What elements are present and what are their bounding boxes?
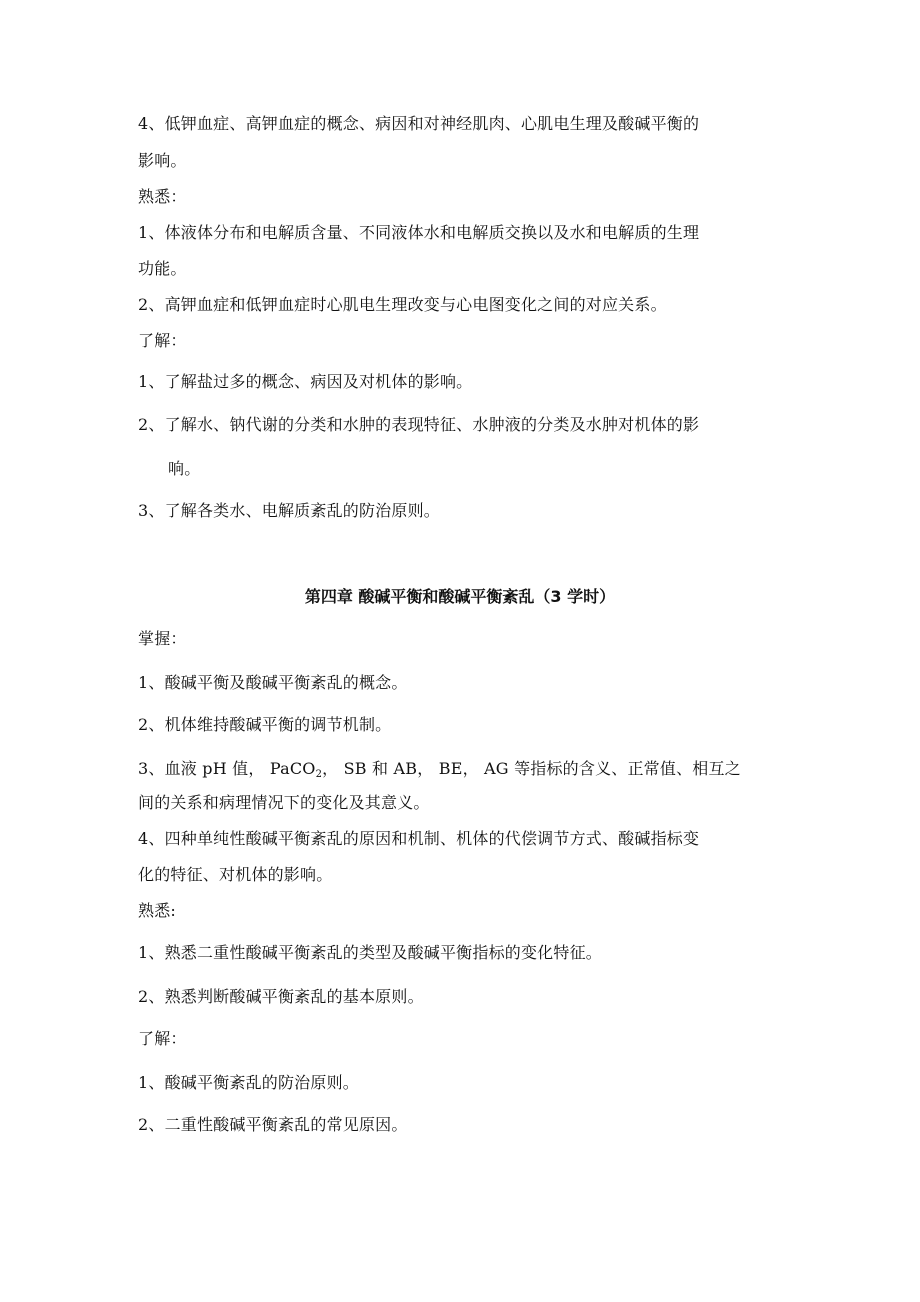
- chapter-4-title-text: 第四章 酸碱平衡和酸碱平衡紊乱（3 学时）: [304, 587, 616, 606]
- item-4-line-1: 4、低钾血症、高钾血症的概念、病因和对神经肌肉、心肌电生理及酸碱平衡的: [138, 114, 700, 133]
- master-item-3-line-2: 间的关系和病理情况下的变化及其意义。: [138, 793, 430, 812]
- familiar-item-1-ch4: 1、熟悉二重性酸碱平衡紊乱的类型及酸碱平衡指标的变化特征。: [138, 943, 602, 962]
- item-4-line-2: 影响。: [138, 151, 187, 170]
- master-item-3-prefix: 3、血液 pH 值， PaCO: [138, 759, 316, 778]
- familiar-item-1-line-2: 功能。: [138, 259, 187, 278]
- understand-item-2-line-2: 响。: [168, 459, 201, 478]
- master-item-4-line-2: 化的特征、对机体的影响。: [138, 865, 333, 884]
- co2-subscript: 2: [315, 769, 323, 780]
- chapter-4-title: [0, 586, 920, 608]
- master-item-3-suffix: ， SB 和 AB， BE， AG 等指标的含义、正常值、相互之: [322, 759, 741, 778]
- master-label: 掌握：: [138, 629, 187, 648]
- understand-label-ch4: 了解：: [138, 1029, 187, 1048]
- master-item-2: 2、机体维持酸碱平衡的调节机制。: [138, 715, 392, 734]
- understand-label: 了解：: [138, 331, 187, 350]
- master-item-4-line-1: 4、四种单纯性酸碱平衡紊乱的原因和机制、机体的代偿调节方式、酸碱指标变: [138, 829, 700, 848]
- familiar-item-2: 2、高钾血症和低钾血症时心肌电生理改变与心电图变化之间的对应关系。: [138, 295, 667, 314]
- understand-item-1-ch4: 1、酸碱平衡紊乱的防治原则。: [138, 1073, 359, 1092]
- understand-item-1: 1、了解盐过多的概念、病因及对机体的影响。: [138, 372, 473, 391]
- master-item-3-line-1: [138, 758, 788, 780]
- familiar-label-ch4: 熟悉:: [138, 901, 176, 920]
- understand-item-2-ch4: 2、二重性酸碱平衡紊乱的常见原因。: [138, 1115, 408, 1134]
- familiar-label: 熟悉：: [138, 187, 187, 206]
- understand-item-2-line-1: 2、了解水、钠代谢的分类和水肿的表现特征、水肿液的分类及水肿对机体的影: [138, 415, 700, 434]
- familiar-item-2-ch4: 2、熟悉判断酸碱平衡紊乱的基本原则。: [138, 987, 424, 1006]
- familiar-item-1-line-1: 1、体液体分布和电解质含量、不同液体水和电解质交换以及水和电解质的生理: [138, 223, 700, 242]
- understand-item-3: 3、了解各类水、电解质紊乱的防治原则。: [138, 501, 440, 520]
- master-item-1: 1、酸碱平衡及酸碱平衡紊乱的概念。: [138, 673, 408, 692]
